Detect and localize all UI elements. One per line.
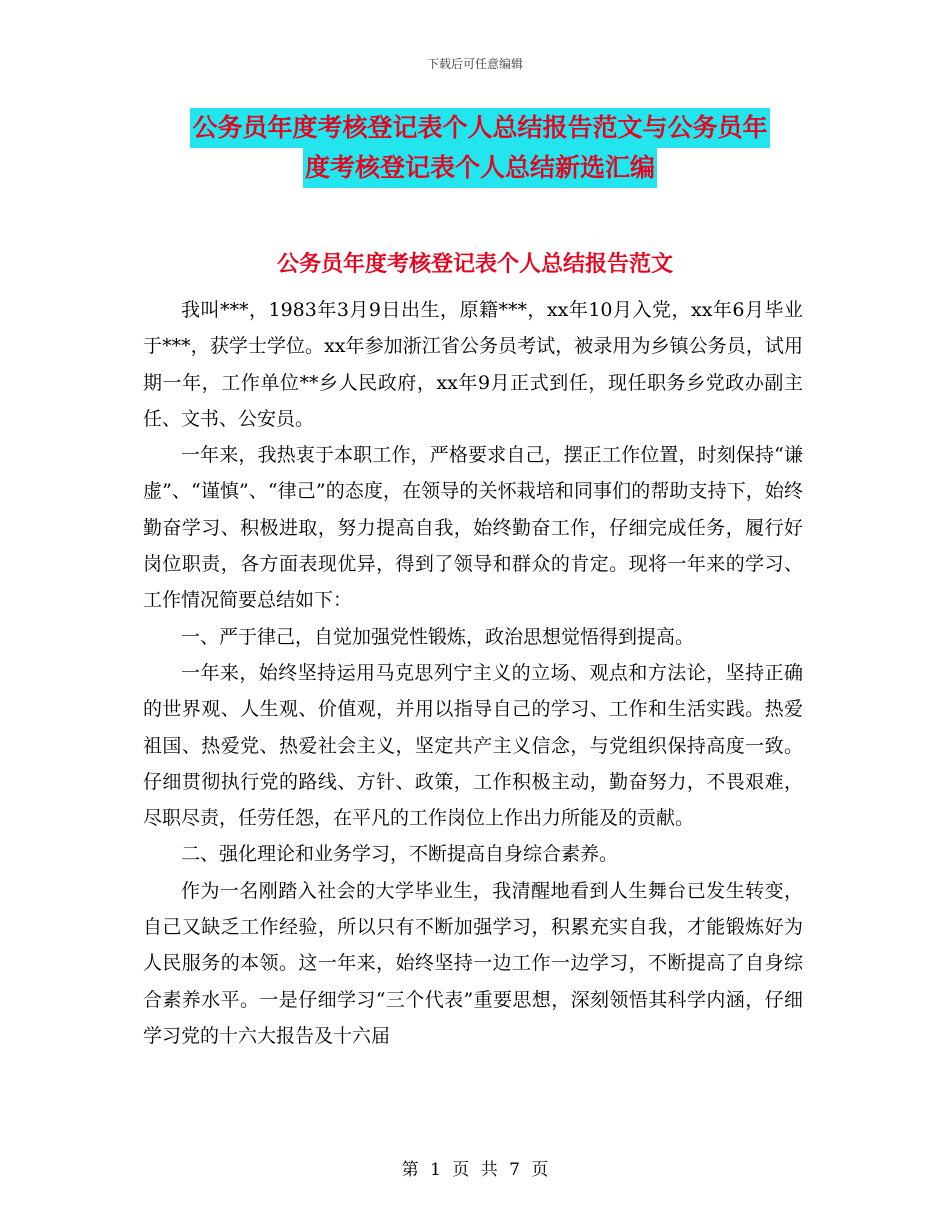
paragraph-summary: 一年来，我热衷于本职工作，严格要求自己，摆正工作位置，时刻保持“谦虚”、“谨慎”、“律己”的态度，在领导的关怀栽培和同事们的帮助支持下，始终勤奋学习、积极进取，努力提高自我，始终勤奋工作，仔细完成任务，履行好岗位职责，各方面表现优异，得到了领导和群众的肯定。现将一年来的学习、工作情况简要总结如下： xyxy=(143,444,803,612)
document-title-line-2: 度考核登记表个人总结新选汇编 xyxy=(303,148,657,188)
paragraph-heading-1: 一、严于律己，自觉加强党性锻炼，政治思想觉悟得到提高。 xyxy=(181,625,695,648)
document-title-line-1: 公务员年度考核登记表个人总结报告范文与公务员年 xyxy=(190,108,769,148)
paragraph-study: 作为一名刚踏入社会的大学毕业生，我清醒地看到人生舞台已发生转变，自己又缺乏工作经验，所以只有不断加强学习，积累充实自我，才能锻炼好为人民服务的本领。这一年来，始终坚持一边工作一边学习，不断提高了自身综合素养水平。一是仔细学习“三个代表”重要思想，深刻领悟其科学内涵，仔细学习党的十六大报告及十六届 xyxy=(143,879,803,1047)
paragraph-intro: 我叫***，1983年3月9日出生，原籍***，xx年10月入党，xx年6月毕业于***，获学士学位。xx年参加浙江省公务员考试，被录用为乡镇公务员，试用期一年，工作单位**乡人民政府，xx年9月正式到任，现任职务乡党政办副主任、文书、公安员。 xyxy=(143,299,803,430)
paragraph-heading-2: 二、强化理论和业务学习，不断提高自身综合素养。 xyxy=(181,843,619,866)
document-title xyxy=(140,108,820,188)
body-text xyxy=(143,292,803,1054)
header-note: 下载后可任意编辑 xyxy=(426,57,523,71)
page-number-footer: 第 1 页 共 7 页 xyxy=(401,1160,549,1180)
paragraph-political: 一年来，始终坚持运用马克思列宁主义的立场、观点和方法论，坚持正确的世界观、人生观、价值观，并用以指导自己的学习、工作和生活实践。热爱祖国、热爱党、热爱社会主义，坚定共产主义信念，与党组织保持高度一致。仔细贯彻执行党的路线、方针、政策，工作积极主动，勤奋努力，不畏艰难，尽职尽责，任劳任怨，在平凡的工作岗位上作出力所能及的贡献。 xyxy=(143,661,803,830)
section-title: 公务员年度考核登记表个人总结报告范文 xyxy=(276,251,673,277)
